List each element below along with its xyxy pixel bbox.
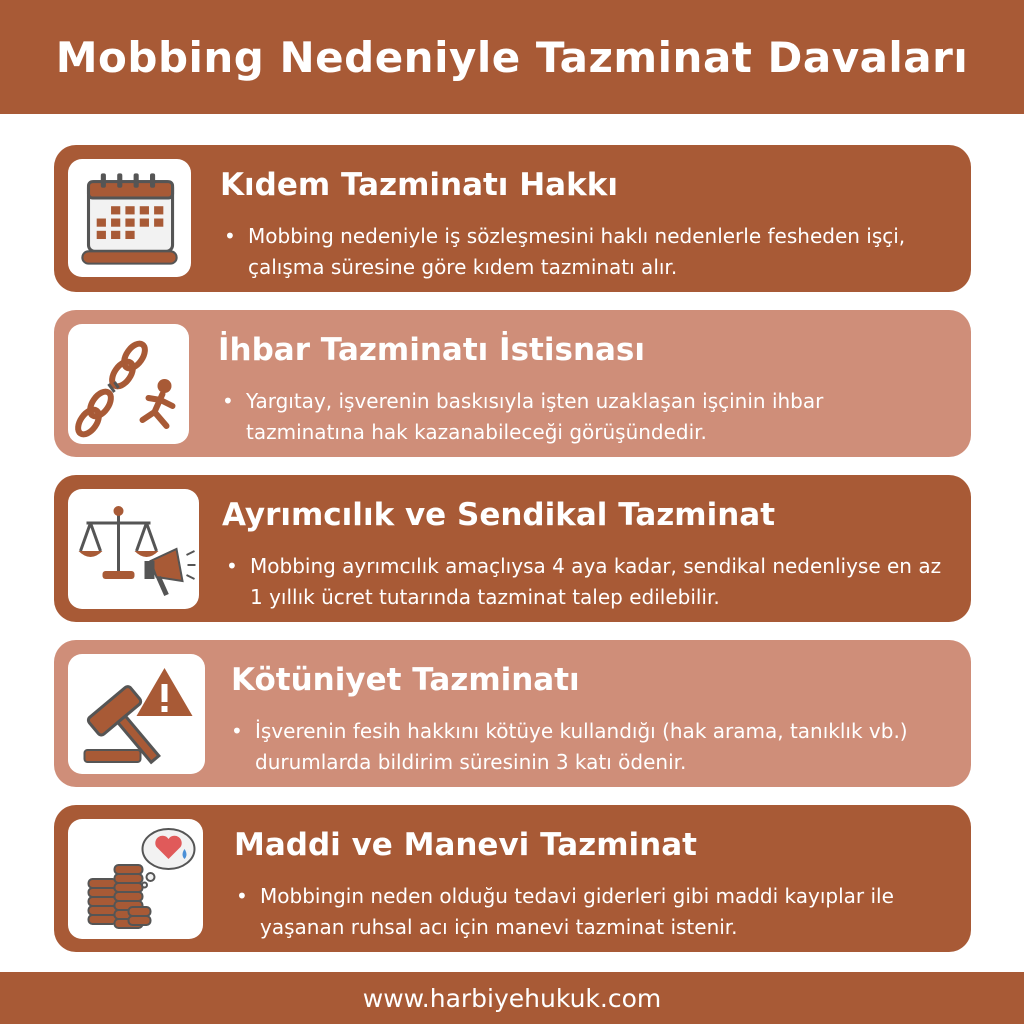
- card-title: Maddi ve Manevi Tazminat: [234, 827, 697, 863]
- card-ihbar-tazminati: [54, 310, 971, 457]
- broken-chain-icon: [68, 324, 189, 444]
- card-ayrimcilik-tazminati: [54, 475, 971, 622]
- page-title: Mobbing Nedeniyle Tazminat Davaları: [55, 32, 969, 82]
- header-banner: [0, 0, 1024, 114]
- card-maddi-manevi-tazminat: [54, 805, 971, 952]
- card-text: • Mobbing ayrımcılık amaçlıysa 4 aya kadar, sendikal nedenliyse en az 1 yıllık ücret tutarında tazminat talep edilebilir.: [224, 551, 947, 613]
- card-title: İhbar Tazminatı İstisnası: [218, 332, 646, 368]
- scales-megaphone-icon: [68, 489, 199, 609]
- gavel-warning-icon: [68, 654, 205, 774]
- card-text: • Mobbing nedeniyle iş sözleşmesini haklı nedenlerle fesheden işçi, çalışma süresine göre kıdem tazminatı alır.: [222, 221, 947, 283]
- card-kotuniyet-tazminati: [54, 640, 971, 787]
- website-link[interactable]: www.harbiyehukuk.com: [362, 983, 662, 1013]
- card-title: Kötüniyet Tazminatı: [231, 662, 580, 698]
- card-text: • Yargıtay, işverenin baskısıyla işten uzaklaşan işçinin ihbar tazminatına hak kazanabileceği görüşündedir.: [220, 386, 947, 448]
- calendar-icon: [68, 159, 191, 277]
- card-text: • İşverenin fesih hakkını kötüye kullandığı (hak arama, tanıklık vb.) durumlarda bildirim süresinin 3 katı ödenir.: [229, 716, 947, 778]
- card-kidem-tazminati: [54, 145, 971, 292]
- coins-heart-icon: [68, 819, 203, 939]
- card-title: Kıdem Tazminatı Hakkı: [220, 167, 618, 203]
- footer-banner: [0, 972, 1024, 1024]
- card-title: Ayrımcılık ve Sendikal Tazminat: [222, 497, 776, 533]
- card-text: • Mobbingin neden olduğu tedavi giderleri gibi maddi kayıplar ile yaşanan ruhsal acı için manevi tazminat istenir.: [234, 881, 947, 943]
